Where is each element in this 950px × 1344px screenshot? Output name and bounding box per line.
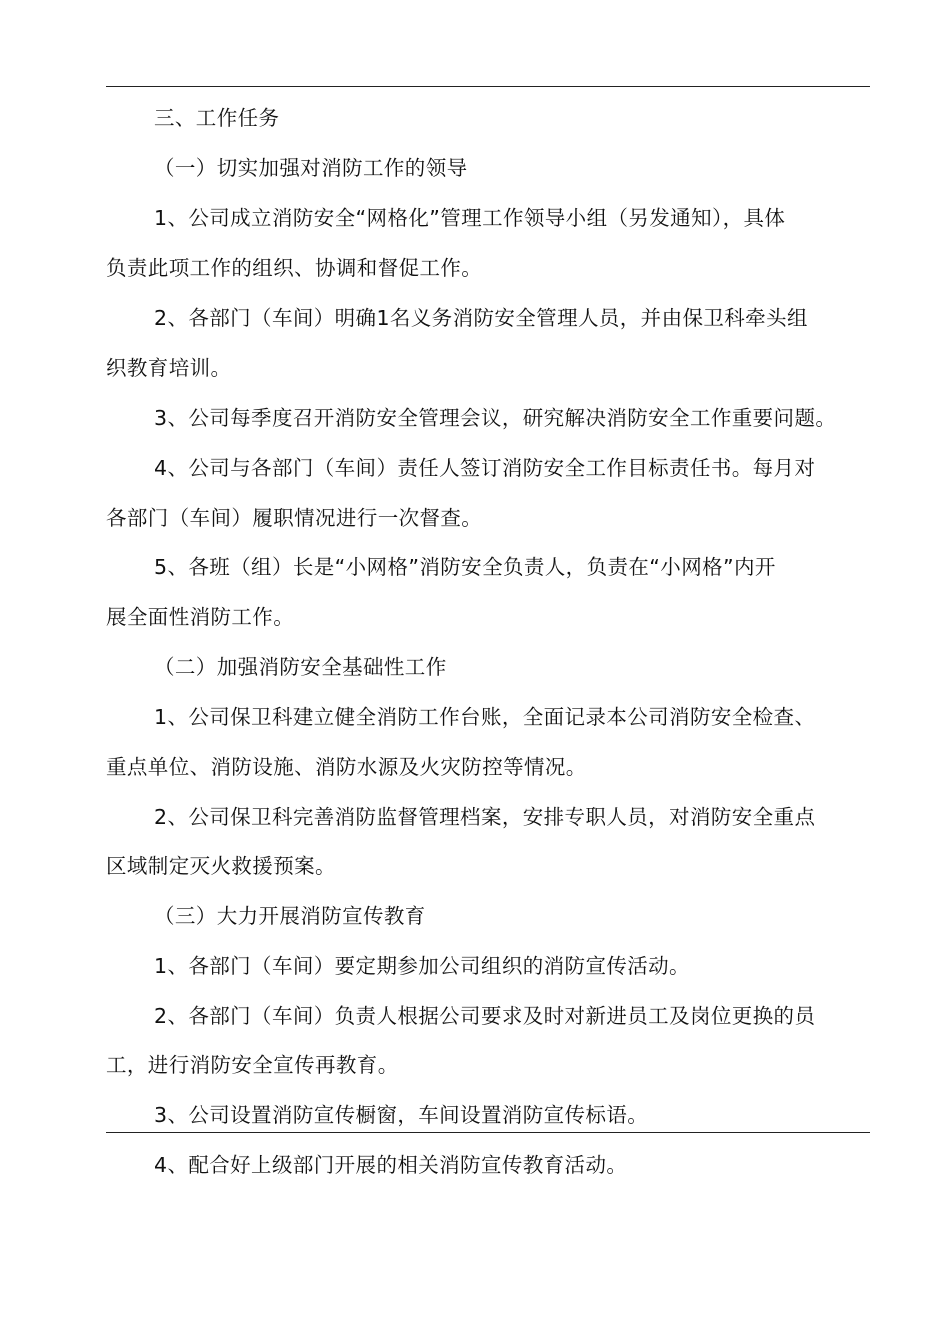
paragraph-1-1-line-1: 1、公司成立消防安全“网格化”管理工作领导小组（另发通知），具体 [154, 206, 786, 230]
paragraph-1-3-line-1: 3、公司每季度召开消防安全管理会议，研究解决消防安全工作重要问题。 [154, 406, 837, 430]
subsection-heading-3: （三）大力开展消防宣传教育 [154, 904, 426, 928]
paragraph-3-1-line-1: 1、各部门（车间）要定期参加公司组织的消防宣传活动。 [154, 954, 690, 978]
paragraph-3-2-line-1: 2、各部门（车间）负责人根据公司要求及时对新进员工及岗位更换的员 [154, 1004, 816, 1028]
paragraph-3-3-line-1: 3、公司设置消防宣传橱窗，车间设置消防宣传标语。 [154, 1103, 649, 1127]
subsection-heading-1: （一）切实加强对消防工作的领导 [154, 156, 468, 180]
paragraph-2-2-line-1: 2、公司保卫科完善消防监督管理档案，安排专职人员，对消防安全重点 [154, 805, 816, 829]
paragraph-1-5-line-2: 展全面性消防工作。 [106, 605, 295, 629]
paragraph-2-2-line-2: 区域制定灭火救援预案。 [106, 854, 336, 878]
paragraph-1-4-line-1: 4、公司与各部门（车间）责任人签订消防安全工作目标责任书。每月对 [154, 456, 816, 480]
paragraph-1-4-line-2: 各部门（车间）履职情况进行一次督查。 [106, 506, 483, 530]
paragraph-1-2-line-2: 织教育培训。 [106, 356, 232, 380]
paragraph-3-2-line-2: 工，进行消防安全宣传再教育。 [106, 1053, 399, 1077]
paragraph-2-1-line-2: 重点单位、消防设施、消防水源及火灾防控等情况。 [106, 755, 587, 779]
footer-rule [106, 1132, 870, 1133]
paragraph-1-1-line-2: 负责此项工作的组织、协调和督促工作。 [106, 256, 483, 280]
paragraph-2-1-line-1: 1、公司保卫科建立健全消防工作台账，全面记录本公司消防安全检查、 [154, 705, 816, 729]
section-title: 三、工作任务 [154, 106, 280, 130]
paragraph-3-4-line-1: 4、配合好上级部门开展的相关消防宣传教育活动。 [154, 1153, 628, 1177]
paragraph-1-2-line-1: 2、各部门（车间）明确1名义务消防安全管理人员，并由保卫科牵头组 [154, 306, 808, 330]
paragraph-1-5-line-1: 5、各班（组）长是“小网格”消防安全负责人，负责在“小网格”内开 [154, 555, 776, 579]
subsection-heading-2: （二）加强消防安全基础性工作 [154, 655, 447, 679]
header-rule [106, 86, 870, 87]
